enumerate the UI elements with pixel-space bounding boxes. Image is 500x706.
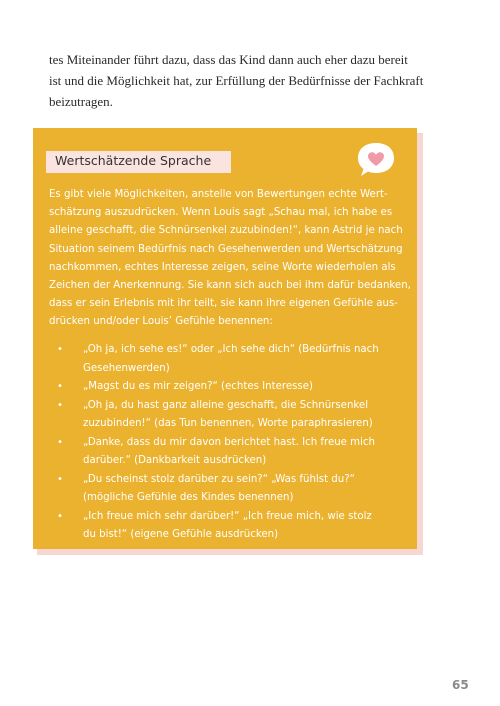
info-box-title: Wertschätzende Sprache xyxy=(55,153,212,168)
paragraph-line: dass er sein Erlebnis mit ihr teilt, sie kann ihre eigenen Gefühle aus- xyxy=(49,298,398,310)
intro-line: tes Miteinander führt dazu, dass das Kind dann auch eher dazu bereit xyxy=(49,52,408,67)
paragraph-line: Zeichen der Anerkennung. Sie kann sich auch bei ihm dafür bedanken, xyxy=(49,280,411,292)
bullet-item xyxy=(33,471,417,508)
bullet-dot: • xyxy=(57,473,63,485)
bullet-item xyxy=(33,378,417,397)
bullet-line: „Oh ja, ich sehe es!“ oder „Ich sehe dich“ (Bedürfnis nach xyxy=(83,344,379,355)
info-box xyxy=(33,128,417,549)
bullet-line: „Ich freue mich sehr darüber!“ „Ich freue mich, wie stolz xyxy=(83,510,372,522)
bullet-line: zuzubinden!“ (das Tun benennen, Worte paraphrasieren) xyxy=(83,418,373,429)
paragraph-line: Es gibt viele Möglichkeiten, anstelle von Bewertungen echte Wert- xyxy=(49,189,388,200)
paragraph-line: drücken und/oder Louis’ Gefühle benennen: xyxy=(49,316,273,328)
bullet-dot: • xyxy=(57,399,63,411)
paragraph-line: nachkommen, echtes Interesse zeigen, seine Worte wiederholen als xyxy=(49,261,396,273)
bullet-list xyxy=(33,341,417,545)
bullet-line: „Du scheinst stolz darüber zu sein?“ „Was fühlst du?“ xyxy=(83,473,355,485)
bullet-dot: • xyxy=(57,344,63,355)
bullet-dot: • xyxy=(57,381,63,392)
bullet-line: du bist!“ (eigene Gefühle ausdrücken) xyxy=(83,529,279,540)
paragraph-line: alleine geschafft, die Schnürsenkel zuzubinden!“, kann Astrid je nach xyxy=(49,225,403,237)
heart-speech-bubble-icon xyxy=(356,141,396,179)
paragraph-line: Situation seinem Bedürfnis nach Gesehenwerden und Wertschätzung xyxy=(49,243,403,255)
intro-line: ist und die Möglichkeit hat, zur Erfüllung der Bedürfnisse der Fachkraft xyxy=(49,73,424,88)
bullet-line: „Oh ja, du hast ganz alleine geschafft, die Schnürsenkel xyxy=(83,399,369,411)
bullet-line: (mögliche Gefühle des Kindes benennen) xyxy=(83,492,294,503)
bullet-item xyxy=(33,434,417,471)
bullet-line: „Magst du es mir zeigen?“ (echtes Interesse) xyxy=(83,381,313,392)
intro-line: beizutragen. xyxy=(49,94,113,109)
bullet-item xyxy=(33,397,417,434)
box-paragraph xyxy=(49,186,409,332)
paragraph-line: schätzung auszudrücken. Wenn Louis sagt „Schau mal, ich habe es xyxy=(49,207,393,219)
page-number: 65 xyxy=(452,678,469,692)
bullet-dot: • xyxy=(57,510,63,522)
bullet-line: „Danke, dass du mir davon berichtet hast. Ich freue mich xyxy=(83,436,375,448)
intro-paragraph xyxy=(49,49,424,112)
bullet-item xyxy=(33,508,417,545)
bullet-dot: • xyxy=(57,436,63,448)
bullet-line: darüber.“ (Dankbarkeit ausdrücken) xyxy=(83,455,267,466)
bullet-line: Gesehenwerden) xyxy=(83,362,170,374)
bullet-item xyxy=(33,341,417,378)
